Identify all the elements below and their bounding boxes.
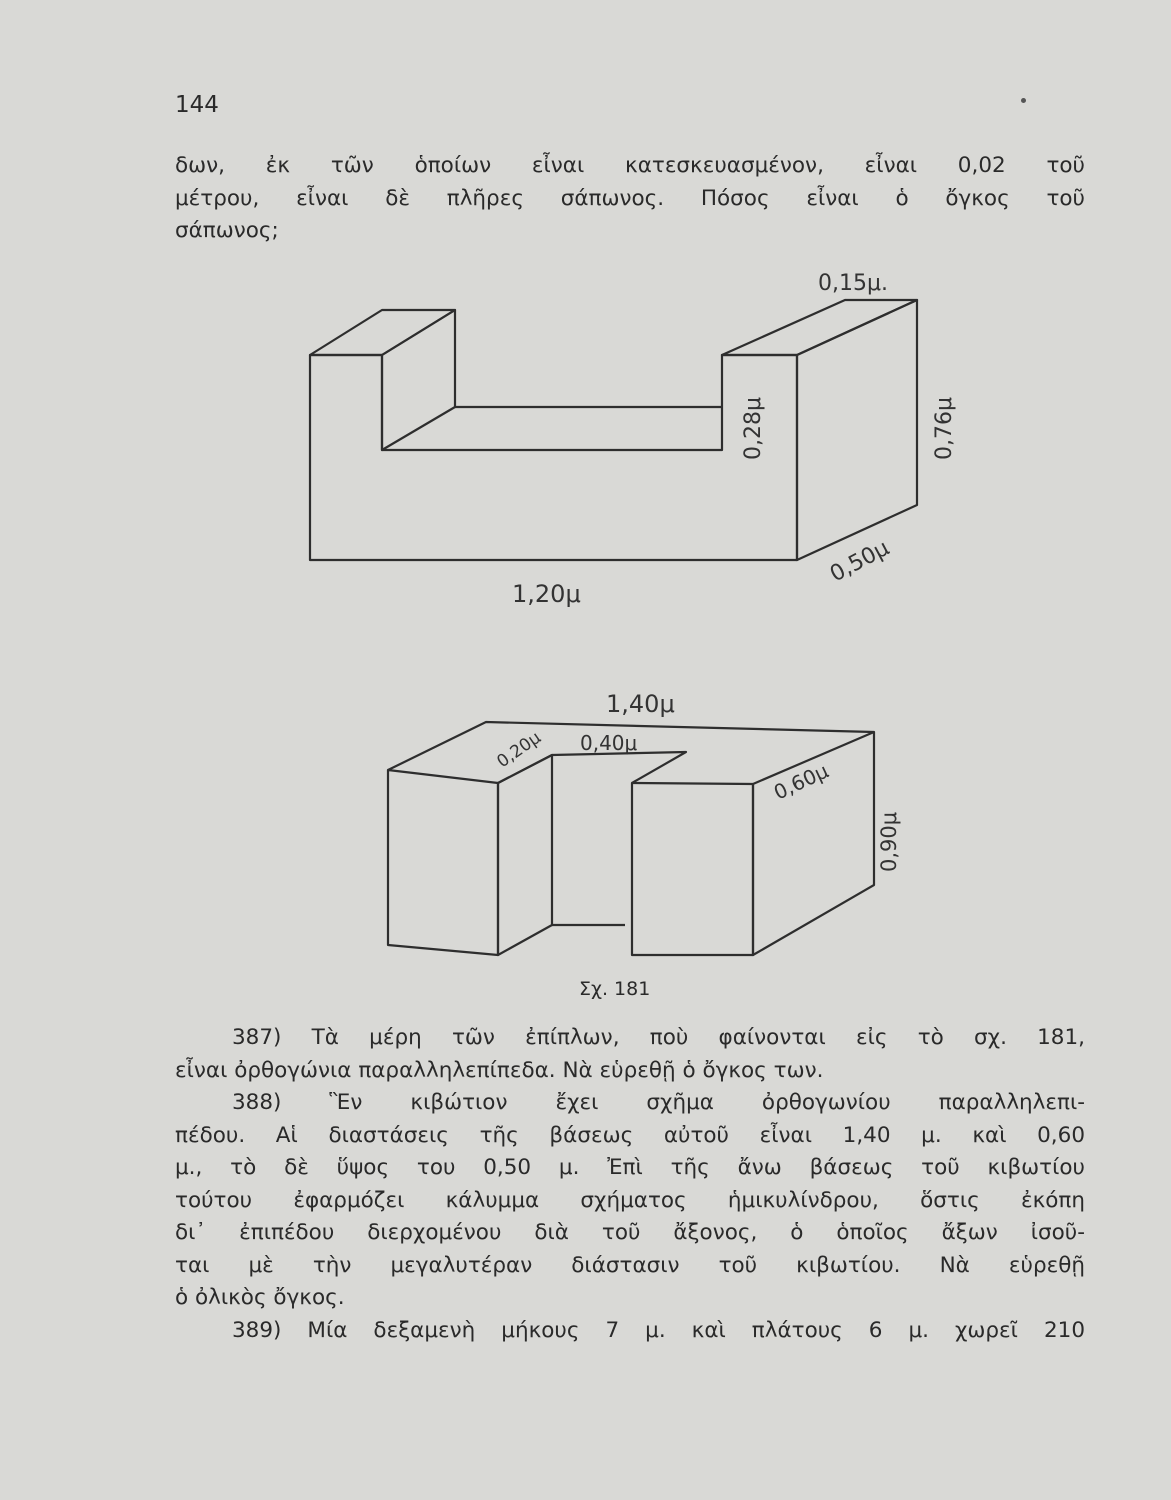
problem-line: 389) Μία δεξαμενὴ μήκους 7 μ. καὶ πλάτους 6 μ. χωρεῖ 210 <box>232 1317 1085 1343</box>
label-top-width: 0,15μ. <box>818 271 888 296</box>
label-depth-bottom: 0,60μ <box>769 758 833 805</box>
label-notch-width: 0,40μ <box>580 731 638 755</box>
label-outer-height: 0,76μ <box>932 397 957 460</box>
intro-line: δων, ἐκ τῶν ὁποίων εἶναι κατεσκευασμένον, εἶναι 0,02 τοῦ <box>175 153 1085 178</box>
label-inner-height: 0,28μ <box>741 397 766 460</box>
problem-line: 388) Ἓν κιβώτιον ἔχει σχῆμα ὀρθογωνίου παραλληλεπι- <box>232 1090 1085 1115</box>
label-depth-top: 0,50μ <box>826 535 894 588</box>
intro-line: σάπωνος; <box>175 218 279 243</box>
page-number: 144 <box>175 92 219 118</box>
figure-top-u-block <box>310 271 957 608</box>
problem-line: τούτου ἐφαρμόζει κάλυμμα σχήματος ἡμικυλίνδρου, ὅστις ἐκόπη <box>175 1187 1085 1213</box>
problem-line: 387) Τὰ μέρη τῶν ἐπίπλων, ποὺ φαίνονται εἰς τὸ σχ. 181, <box>232 1025 1085 1050</box>
label-length-top: 1,20μ <box>512 580 581 608</box>
figure-caption: Σχ. 181 <box>579 978 651 1000</box>
problem-line: μ., τὸ δὲ ὕψος του 0,50 μ. Ἐπὶ τῆς ἄνω βάσεως τοῦ κιβωτίου <box>175 1155 1085 1180</box>
label-length-bottom: 1,40μ <box>606 690 675 718</box>
intro-line: μέτρου, εἶναι δὲ πλῆρες σάπωνος. Πόσος εἶναι ὁ ὄγκος τοῦ <box>175 185 1085 211</box>
figure-bottom-notched-block <box>388 690 901 955</box>
problem-line: δι᾽ ἐπιπέδου διερχομένου διὰ τοῦ ἄξονος, ὁ ὁποῖος ἄξων ἰσοῦ- <box>175 1220 1085 1245</box>
problems-section <box>175 1022 1085 1347</box>
problem-line: ὁ ὀλικὸς ὄγκος. <box>175 1285 345 1310</box>
problem-line: πέδου. Αἱ διαστάσεις τῆς βάσεως αὐτοῦ εἶναι 1,40 μ. καὶ 0,60 <box>175 1122 1085 1148</box>
problem-line: εἶναι ὀρθογώνια παραλληλεπίπεδα. Νὰ εὑρεθῇ ὁ ὄγκος των. <box>175 1057 824 1083</box>
label-height-bottom: 0,90μ <box>877 811 901 872</box>
label-notch-depth: 0,20μ <box>493 727 545 773</box>
problem-line: ται μὲ τὴν μεγαλυτέραν διάστασιν τοῦ κιβωτίου. Νὰ εὑρεθῇ <box>175 1252 1085 1278</box>
